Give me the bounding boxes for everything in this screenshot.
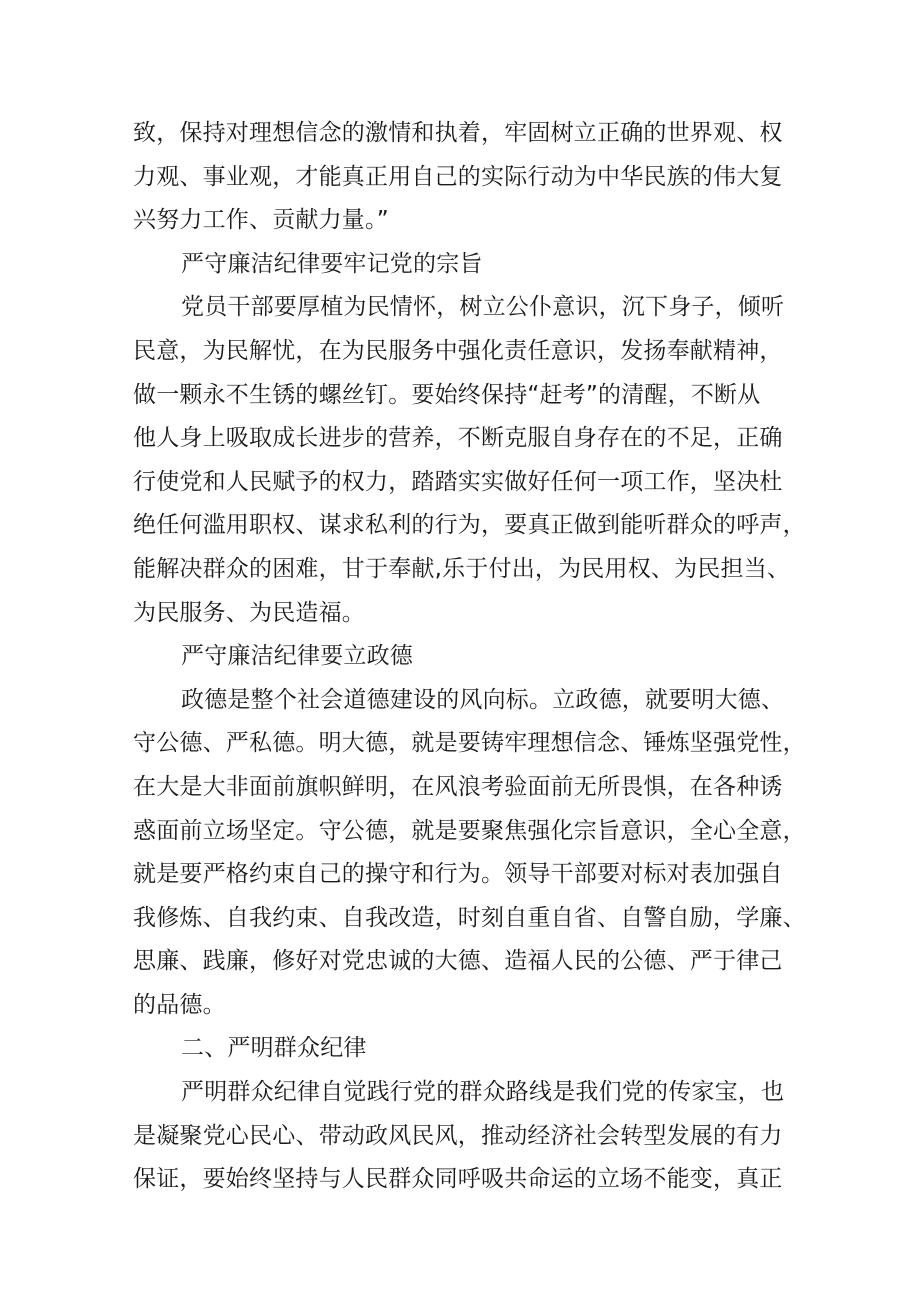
text-line: 做一颗永不生锈的螺丝钉。要始终保持“赶考”的清醒，不断从 bbox=[133, 381, 761, 408]
text-line: 严明群众纪律自觉践行党的群众路线是我们党的传家宝，也 bbox=[181, 1079, 785, 1106]
text-line: 保证，要始终坚持与人民群众同呼吸共命运的立场不能变，真正 bbox=[133, 1166, 783, 1193]
text-line: 绝任何滥用职权、谋求私利的行为，要真正做到能听群众的呼声， bbox=[133, 512, 806, 539]
text-line: 我修炼、自我约束、自我改造，时刻自重自省、自警自励，学廉、 bbox=[133, 904, 806, 931]
text-line: 是凝聚党心民心、带动政风民风，推动经济社会转型发展的有力 bbox=[133, 1122, 783, 1149]
section-heading: 二、严明群众纪律 bbox=[181, 1035, 367, 1062]
text-line: 政德是整个社会道德建设的风向标。立政德，就要明大德、 bbox=[181, 686, 785, 713]
text-line: 党员干部要厚植为民情怀，树立公仆意识，沉下身子，倾听 bbox=[181, 294, 785, 321]
text-line: 行使党和人民赋予的权力，踏踏实实做好任何一项工作，坚决杜 bbox=[133, 468, 783, 495]
text-line: 力观、事业观，才能真正用自己的实际行动为中华民族的伟大复 bbox=[133, 163, 783, 190]
text-line: 他人身上吸取成长进步的营养，不断克服自身存在的不足，正确 bbox=[133, 425, 783, 452]
text-line: 守公德、严私德。明大德，就是要铸牢理想信念、锤炼坚强党性， bbox=[133, 730, 806, 757]
text-line: 思廉、践廉，修好对党忠诚的大德、造福人民的公德、严于律己 bbox=[133, 948, 783, 975]
text-line: 的品德。 bbox=[133, 991, 226, 1018]
text-line: 在大是大非面前旗帜鲜明，在风浪考验面前无所畏惧，在各种诱 bbox=[133, 773, 783, 800]
text-line: 致，保持对理想信念的激情和执着，牢固树立正确的世界观、权 bbox=[133, 120, 783, 146]
text-line: 民意，为民解忧，在为民服务中强化责任意识，发扬奉献精神， bbox=[133, 337, 783, 364]
text-line: 惑面前立场坚定。守公德，就是要聚焦强化宗旨意识，全心全意， bbox=[133, 817, 806, 844]
document-body bbox=[133, 112, 806, 1202]
section-heading: 严守廉洁纪律要牢记党的宗旨 bbox=[181, 250, 483, 277]
text-line: 能解决群众的困难，甘于奉献,乐于付出，为民用权、为民担当、 bbox=[133, 555, 791, 582]
text-line: 兴努力工作、贡献力量。” bbox=[133, 207, 389, 234]
text-line: 为民服务、为民造福。 bbox=[133, 599, 365, 626]
section-heading: 严守廉洁纪律要立政德 bbox=[181, 643, 413, 670]
text-line: 就是要严格约束自己的操守和行为。领导干部要对标对表加强自 bbox=[133, 861, 783, 888]
